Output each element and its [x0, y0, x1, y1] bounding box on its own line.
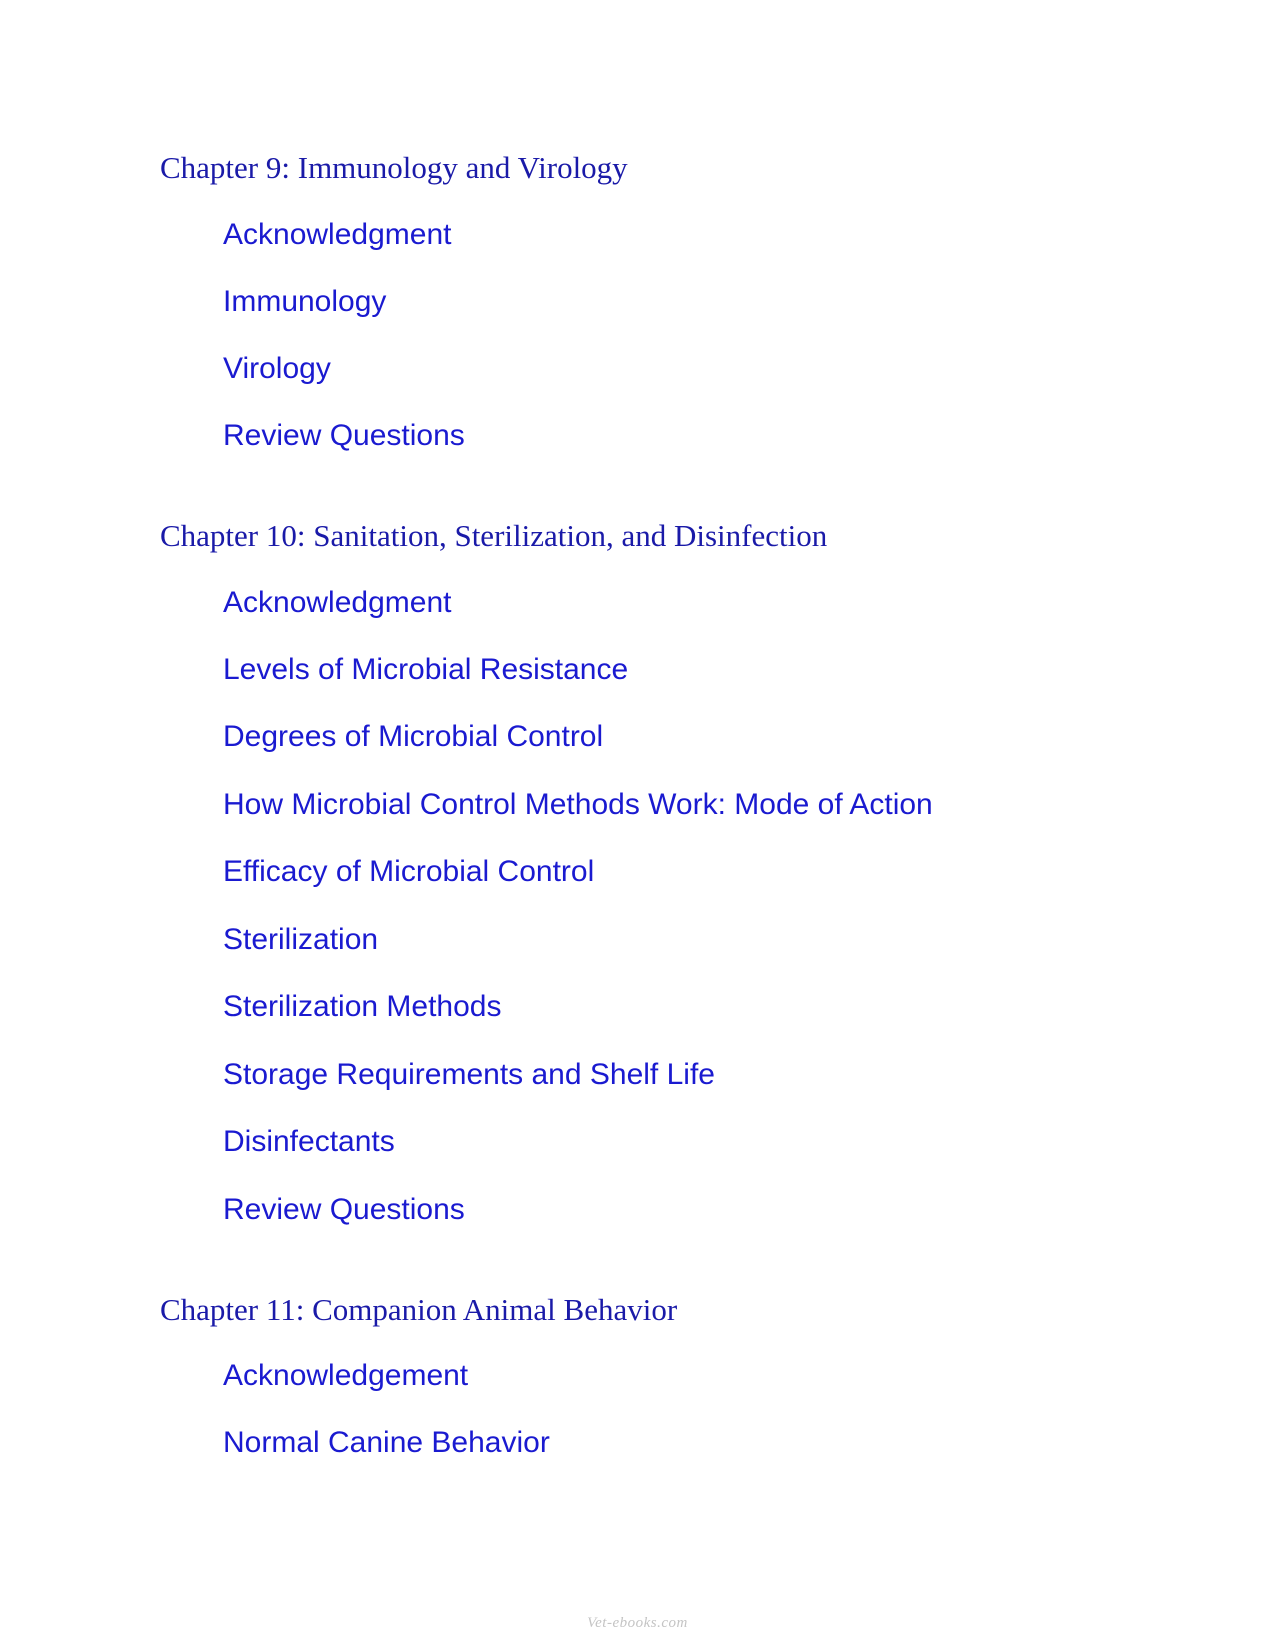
toc-section-link[interactable]: Disinfectants — [223, 1125, 395, 1158]
watermark-text: Vet-ebooks.com — [587, 1615, 688, 1631]
toc-section-link[interactable]: Acknowledgment — [223, 586, 452, 619]
toc-section-link[interactable]: Acknowledgment — [223, 218, 452, 251]
toc-section-link[interactable]: Efficacy of Microbial Control — [223, 855, 595, 888]
toc-section-link[interactable]: Review Questions — [223, 1193, 465, 1226]
toc-section-link[interactable]: Sterilization Methods — [223, 990, 502, 1023]
toc-section-link[interactable]: Immunology — [223, 285, 387, 318]
toc-section-link[interactable]: Levels of Microbial Resistance — [223, 653, 629, 686]
toc-section-link[interactable]: Storage Requirements and Shelf Life — [223, 1058, 715, 1091]
toc-chapter-9-link[interactable]: Chapter 9: Immunology and Virology — [160, 150, 628, 185]
toc-section-link[interactable]: Sterilization — [223, 923, 379, 956]
toc-chapter-10-link[interactable]: Chapter 10: Sanitation, Sterilization, and Disinfection — [160, 518, 828, 553]
toc-chapter-11-link[interactable]: Chapter 11: Companion Animal Behavior — [160, 1292, 678, 1327]
toc-section-link[interactable]: Virology — [223, 352, 331, 385]
toc-section-link[interactable]: Degrees of Microbial Control — [223, 720, 604, 753]
toc-section-link[interactable]: Acknowledgement — [223, 1359, 469, 1392]
toc-section-link[interactable]: Normal Canine Behavior — [223, 1426, 550, 1459]
toc-section-link[interactable]: Review Questions — [223, 419, 465, 452]
toc-section-link[interactable]: How Microbial Control Methods Work: Mode of Action — [223, 788, 933, 821]
